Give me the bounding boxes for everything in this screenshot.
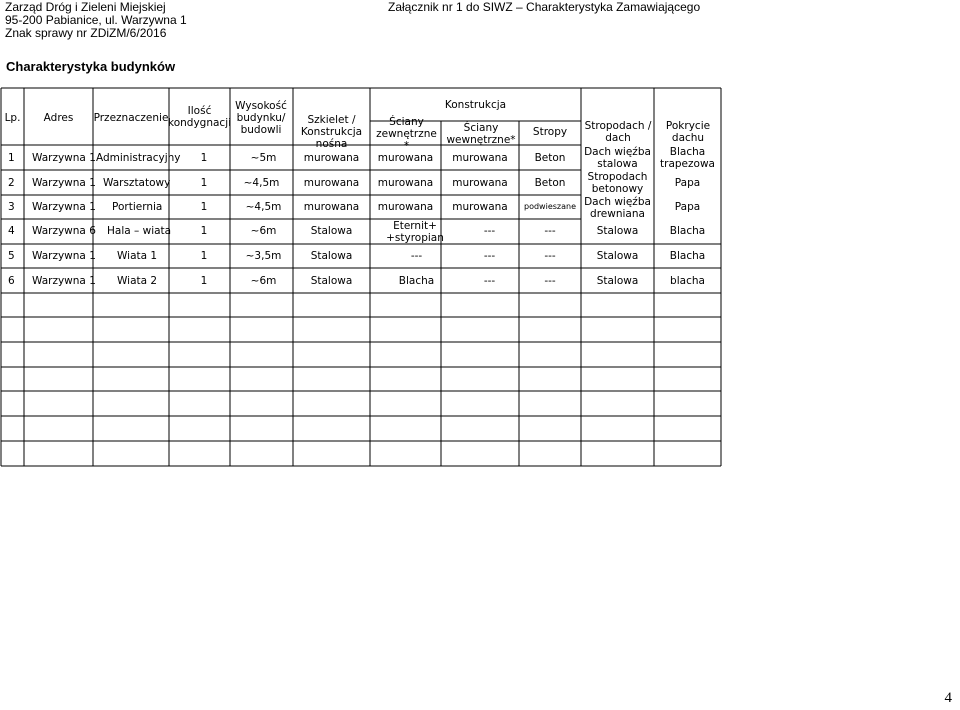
cell-stropodach: Stropodach betonowy [587,171,648,195]
cell-pokrycie: Blacha trapezowa [660,146,715,170]
document-title: Charakterystyka budynków [6,59,176,74]
cell-stropodach: Stalowa [596,250,639,262]
cell-lp: 4 [8,225,15,237]
cell-lp: 2 [8,177,15,189]
cell-sciany-wew: --- [483,275,496,287]
cell-lp: 3 [8,201,15,213]
cell-adres: Warzywna 6 [32,225,96,237]
cell-stropy: --- [544,250,556,262]
col-header-adres: Adres [43,112,74,124]
cell-wysokosc: ~6m [250,225,277,237]
cell-przeznaczenie: Wiata 2 [117,275,158,287]
cell-stropodach: Stalowa [596,225,639,237]
cell-sciany-wew: murowana [452,177,508,189]
cell-szkielet: Stalowa [310,250,353,262]
cell-sciany-wew: --- [483,225,496,237]
cell-wysokosc: ~3,5m [245,250,282,262]
cell-stropodach: Stalowa [596,275,639,287]
cell-wysokosc: ~6m [250,275,277,287]
cell-adres: Warzywna 1 [32,152,96,164]
cell-adres: Warzywna 1 [32,177,96,189]
header-org: Zarząd Dróg i Zieleni Miejskiej [5,0,166,14]
cell-pokrycie: Blacha [669,225,706,237]
col-header-sciany-wew: Ściany wewnętrzne* [446,122,516,146]
cell-adres: Warzywna 1 [32,250,96,262]
cell-przeznaczenie: Administracyjny [96,152,181,164]
cell-lp: 5 [8,250,15,262]
cell-szkielet: Stalowa [310,275,353,287]
cell-lp: 6 [8,275,15,287]
cell-szkielet: Stalowa [310,225,353,237]
cell-sciany-zew: murowana [377,201,434,213]
cell-sciany-zew: murowana [377,152,434,164]
cell-adres: Warzywna 1 [32,275,96,287]
col-header-sciany-zew: Ściany zewnętrzne * [376,116,437,152]
cell-ilosc: 1 [200,152,208,164]
cell-stropy: podwieszane [524,202,576,211]
col-header-pokrycie: Pokrycie dachu [665,120,711,144]
cell-ilosc: 1 [200,177,208,189]
col-header-ilosc: Ilość kondygnacji [168,105,232,129]
cell-ilosc: 1 [200,225,208,237]
cell-szkielet: murowana [303,201,360,213]
cell-ilosc: 1 [200,250,208,262]
cell-szkielet: murowana [303,177,360,189]
cell-sciany-zew: Blacha [398,275,435,287]
cell-stropy: --- [544,225,556,237]
header-attachment: Załącznik nr 1 do SIWZ – Charakterystyka Zamawiającego [388,0,701,14]
cell-sciany-wew: --- [483,250,496,262]
cell-sciany-wew: murowana [452,201,508,213]
cell-ilosc: 1 [200,201,208,213]
cell-stropy: Beton [534,152,566,164]
cell-stropodach: Dach więźba drewniana [584,196,651,220]
cell-sciany-wew: murowana [452,152,508,164]
cell-adres: Warzywna 1 [32,201,96,213]
cell-przeznaczenie: Portiernia [112,201,163,213]
cell-szkielet: murowana [303,152,360,164]
cell-stropy: --- [544,275,556,287]
cell-pokrycie: Blacha [669,250,706,262]
col-header-stropy: Stropy [532,126,568,138]
cell-wysokosc: ~4,5m [245,201,282,213]
cell-stropodach: Dach więźba stalowa [584,146,651,170]
col-header-szkielet: Szkielet / Konstrukcja nośna [300,114,363,150]
cell-sciany-zew: murowana [377,177,434,189]
col-header-stropodach: Stropodach / dach [584,120,652,144]
cell-stropy: Beton [534,177,566,189]
cell-przeznaczenie: Hala – wiata [107,225,172,237]
cell-sciany-zew: Eternit+ +styropian [386,219,444,244]
cell-lp: 1 [8,152,15,164]
cell-wysokosc: ~4,5m [243,177,280,189]
cell-pokrycie: Papa [674,177,701,189]
cell-przeznaczenie: Wiata 1 [117,250,158,262]
page-number: 4 [944,690,952,706]
group-header-konstrukcja: Konstrukcja [444,99,507,111]
header-address: 95-200 Pabianice, ul. Warzywna 1 [5,13,187,27]
cell-ilosc: 1 [200,275,208,287]
cell-pokrycie: blacha [670,275,705,287]
cell-wysokosc: ~5m [250,152,277,164]
header-case-number: Znak sprawy nr ZDiZM/6/2016 [5,26,167,40]
cell-przeznaczenie: Warsztatowy [103,177,171,189]
col-header-przeznaczenie: Przeznaczenie [93,112,169,124]
col-header-lp: Lp. [4,112,21,124]
col-header-wysokosc: Wysokość budynku/ budowli [235,100,287,136]
cell-pokrycie: Papa [674,201,701,213]
cell-sciany-zew: --- [410,250,423,262]
